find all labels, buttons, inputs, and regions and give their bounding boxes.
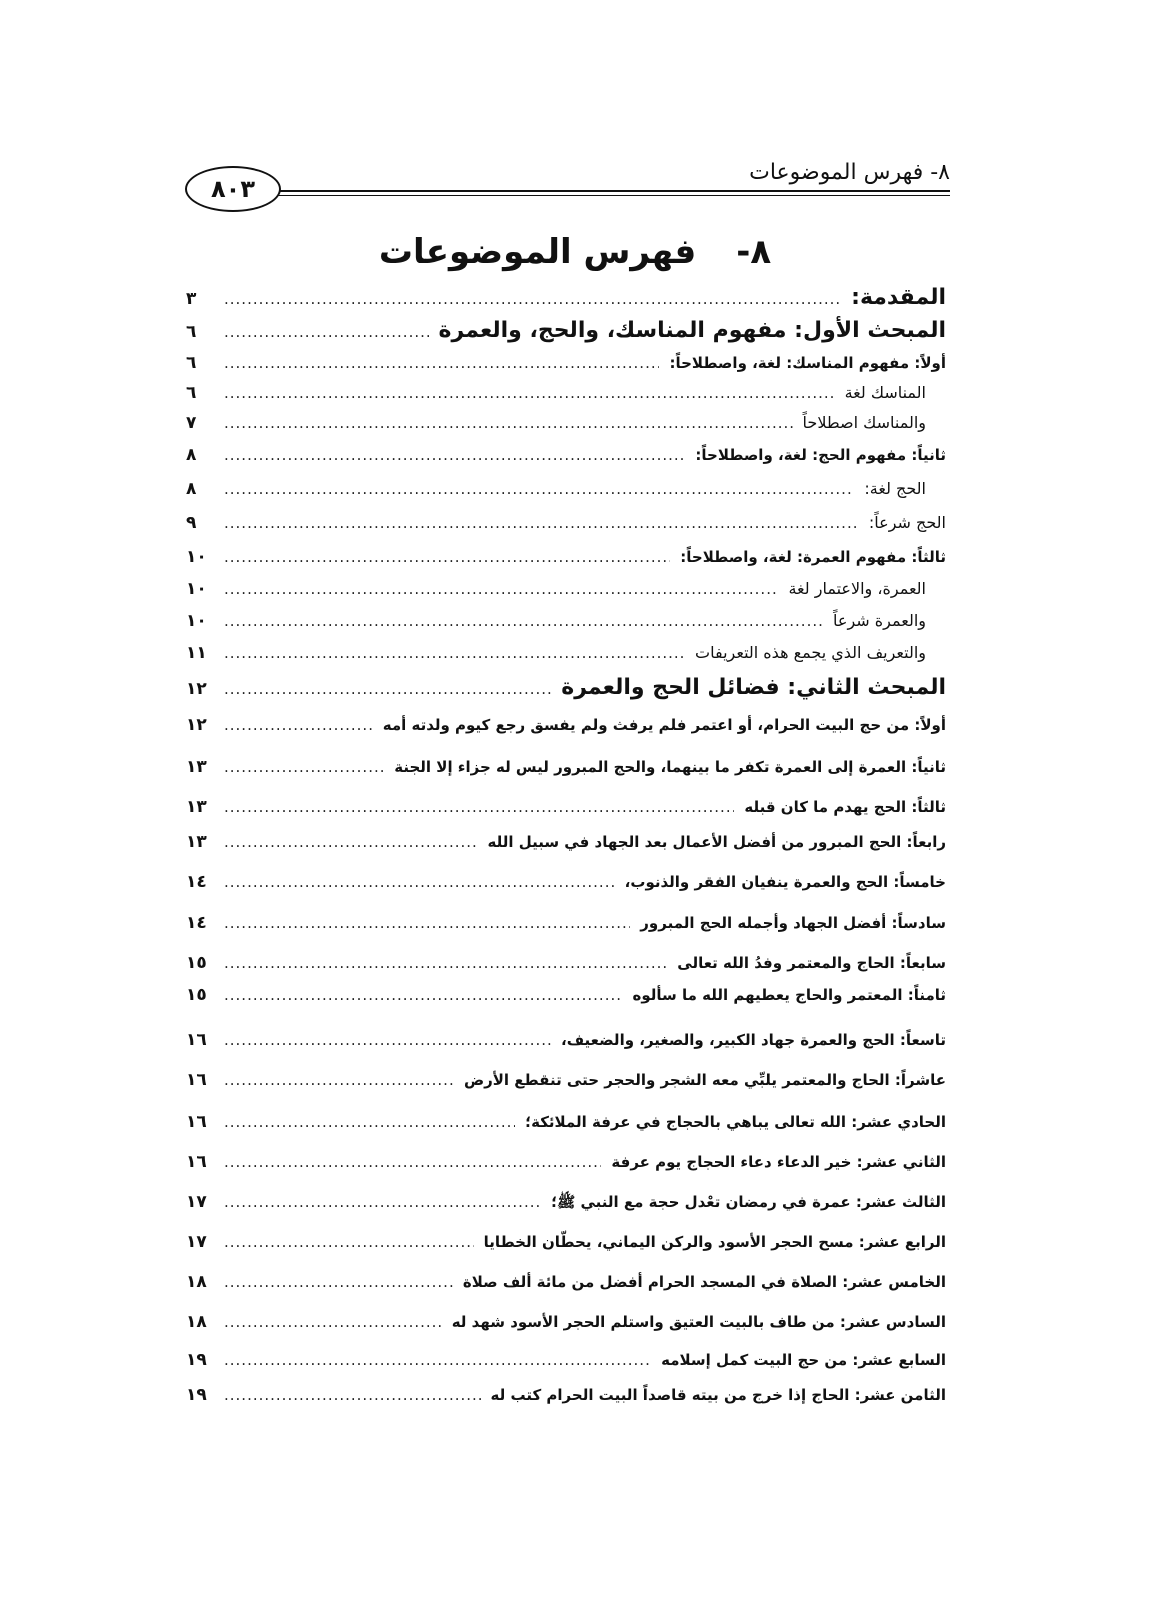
page-title xyxy=(0,232,1150,272)
toc-entry-page: ١٦ xyxy=(186,1030,207,1050)
toc-entry[interactable] xyxy=(186,1272,946,1292)
toc-entry-title: السابع عشر: من حج البيت كمل إسلامه xyxy=(661,1351,946,1369)
toc-entry[interactable] xyxy=(186,579,946,599)
toc-entry-title: والمناسك اصطلاحاً xyxy=(802,413,926,432)
toc-entry[interactable] xyxy=(186,1312,946,1332)
toc-entry-title: المقدمة: xyxy=(851,285,946,310)
toc-entry-title: ثانياً: مفهوم الحج: لغة، واصطلاحاً: xyxy=(695,446,946,464)
toc-entry-title: أولاً: مفهوم المناسك: لغة، واصطلاحاً: xyxy=(669,354,946,372)
toc-entry-title: خامساً: الحج والعمرة ينفيان الفقر والذنوب، xyxy=(624,873,946,891)
toc-entry-page: ٨ xyxy=(186,445,197,465)
dot-leader xyxy=(224,986,623,1004)
dot-leader xyxy=(224,323,429,341)
dot-leader xyxy=(224,1351,651,1369)
toc-entry-title: سابعاً: الحاج والمعتمر وفدُ الله تعالى xyxy=(677,954,946,972)
toc-entry-page: ١٤ xyxy=(186,872,207,892)
toc-entry-page: ١٧ xyxy=(186,1232,207,1252)
toc-entry-title: الخامس عشر: الصلاة في المسجد الحرام أفضل من مائة ألف صلاة xyxy=(462,1273,946,1291)
dot-leader xyxy=(224,798,734,816)
dot-leader xyxy=(224,384,835,402)
toc-entry[interactable] xyxy=(186,1030,946,1050)
toc-entry-title: والعمرة شرعاً xyxy=(833,611,926,630)
toc-entry-page: ١٨ xyxy=(186,1312,207,1332)
toc-entry-title: تاسعاً: الحج والعمرة جهاد الكبير، والصغير، والضعيف، xyxy=(561,1031,946,1049)
toc-entry[interactable] xyxy=(186,715,946,735)
dot-leader xyxy=(224,1273,453,1291)
toc-entry[interactable] xyxy=(186,383,946,403)
toc-entry[interactable] xyxy=(186,1232,946,1252)
dot-leader xyxy=(224,1193,541,1211)
header-rule-thin xyxy=(273,195,950,196)
toc-entry[interactable] xyxy=(186,757,946,777)
toc-entry-page: ٧ xyxy=(186,413,197,433)
dot-leader xyxy=(224,548,670,566)
toc-entry-page: ١٦ xyxy=(186,1112,207,1132)
toc-entry[interactable] xyxy=(186,797,946,817)
toc-entry-title: الثالث عشر: عمرة في رمضان تعْدل حجة مع النبي ﷺ؛ xyxy=(551,1193,946,1211)
toc-entry-page: ٦ xyxy=(186,383,197,403)
toc-entry-title: الرابع عشر: مسح الحجر الأسود والركن اليماني، يحطّان الخطايا xyxy=(483,1233,946,1251)
toc-entry[interactable] xyxy=(186,1152,946,1172)
toc-entry-title: المناسك لغة xyxy=(844,383,926,402)
toc-entry-title: المبحث الثاني: فضائل الحج والعمرة xyxy=(561,675,946,700)
dot-leader xyxy=(224,873,615,891)
toc-entry-title: المبحث الأول: مفهوم المناسك، والحج، والعمرة xyxy=(438,318,946,343)
dot-leader xyxy=(224,644,685,662)
toc-entry-page: ٩ xyxy=(186,513,197,533)
dot-leader xyxy=(224,580,778,598)
dot-leader xyxy=(224,1031,551,1049)
toc-entry-page: ٦ xyxy=(186,322,197,342)
toc-entry[interactable] xyxy=(186,547,946,567)
toc-entry[interactable] xyxy=(186,513,946,533)
toc-entry[interactable] xyxy=(186,445,946,465)
toc-entry-title: الحج لغة: xyxy=(864,479,926,498)
page-number-badge xyxy=(185,166,281,212)
toc-entry[interactable] xyxy=(186,353,946,373)
running-header xyxy=(185,158,950,210)
dot-leader xyxy=(224,446,685,464)
toc-entry-page: ١٦ xyxy=(186,1152,207,1172)
dot-leader xyxy=(224,480,854,498)
toc-entry[interactable] xyxy=(186,479,946,499)
toc-entry[interactable] xyxy=(186,832,946,852)
dot-leader xyxy=(224,612,823,630)
dot-leader xyxy=(224,833,477,851)
toc-entry-page: ١٦ xyxy=(186,1070,207,1090)
toc-entry[interactable] xyxy=(186,872,946,892)
toc-entry-title: ثالثاً: الحج يهدم ما كان قبله xyxy=(744,798,946,816)
toc-entry-page: ١٤ xyxy=(186,913,207,933)
dot-leader xyxy=(224,354,659,372)
toc-entry[interactable] xyxy=(186,1070,946,1090)
dot-leader xyxy=(224,1113,515,1131)
dot-leader xyxy=(224,1233,474,1251)
toc-entry[interactable] xyxy=(186,285,946,310)
toc-entry-title: الثاني عشر: خير الدعاء دعاء الحجاج يوم عرفة xyxy=(611,1153,946,1171)
dot-leader xyxy=(224,954,667,972)
toc-entry-title: أولاً: من حج البيت الحرام، أو اعتمر فلم يرفث ولم يفسق رجع كيوم ولدته أمه xyxy=(382,716,946,734)
toc-entry-title: ثامناً: المعتمر والحاج يعطيهم الله ما سألوه xyxy=(632,986,946,1004)
toc-entry-page: ١٠ xyxy=(186,579,207,599)
page-number: ٨٠٣ xyxy=(211,175,255,203)
dot-leader xyxy=(224,716,373,734)
dot-leader xyxy=(224,290,841,308)
toc-entry-page: ١٥ xyxy=(186,953,207,973)
toc-entry-page: ١٠ xyxy=(186,547,207,567)
toc-entry-title: سادساً: أفضل الجهاد وأجمله الحج المبرور xyxy=(640,914,946,932)
dot-leader xyxy=(224,1386,481,1404)
toc-entry-page: ١٩ xyxy=(186,1350,207,1370)
dot-leader xyxy=(224,1071,454,1089)
toc-entry-page: ١٢ xyxy=(186,715,207,735)
toc-entry-page: ٨ xyxy=(186,479,197,499)
toc-entry-page: ١٩ xyxy=(186,1385,207,1405)
toc-entry-title: العمرة، والاعتمار لغة xyxy=(788,579,926,598)
toc-entry-title: السادس عشر: من طاف بالبيت العتيق واستلم الحجر الأسود شهد له xyxy=(451,1313,946,1331)
toc-entry[interactable] xyxy=(186,643,946,663)
toc-entry-page: ١٣ xyxy=(186,832,207,852)
toc-entry-page: ١٣ xyxy=(186,797,207,817)
toc-entry-page: ٣ xyxy=(186,289,197,309)
dot-leader xyxy=(224,914,630,932)
toc-entry-title: رابعاً: الحج المبرور من أفضل الأعمال بعد الجهاد في سبيل الله xyxy=(487,833,946,851)
dot-leader xyxy=(224,758,384,776)
toc-entry-page: ٦ xyxy=(186,353,197,373)
toc-entry-page: ١٥ xyxy=(186,985,207,1005)
header-rule xyxy=(273,190,950,192)
toc-entry[interactable] xyxy=(186,913,946,933)
toc-entry[interactable] xyxy=(186,953,946,973)
toc-entry[interactable] xyxy=(186,413,946,433)
toc-entry-page: ١٧ xyxy=(186,1192,207,1212)
title-text: فهرس الموضوعات xyxy=(378,232,697,272)
dot-leader xyxy=(224,1153,601,1171)
toc-entry[interactable] xyxy=(186,1112,946,1132)
toc-entry-page: ١٢ xyxy=(186,679,207,699)
toc-entry[interactable] xyxy=(186,985,946,1005)
toc-entry-title: ثانياً: العمرة إلى العمرة تكفر ما بينهما، والحج المبرور ليس له جزاء إلا الجنة xyxy=(394,758,946,776)
toc-entry-title: الثامن عشر: الحاج إذا خرج من بيته قاصداً البيت الحرام كتب له xyxy=(490,1386,946,1404)
toc-entry[interactable] xyxy=(186,1350,946,1370)
toc-entry[interactable] xyxy=(186,1192,946,1215)
section-number: ٨- xyxy=(736,232,772,272)
dot-leader xyxy=(224,1313,442,1331)
toc-entry[interactable] xyxy=(186,611,946,631)
toc-entry[interactable] xyxy=(186,675,946,700)
toc-entry[interactable] xyxy=(186,318,946,343)
toc-entry-title: والتعريف الذي يجمع هذه التعريفات xyxy=(695,643,926,662)
toc-entry-title: الحادي عشر: الله تعالى يباهي بالحجاج في عرفة الملائكة؛ xyxy=(525,1113,946,1131)
toc-entry-page: ١٣ xyxy=(186,757,207,777)
dot-leader xyxy=(224,680,551,698)
toc-entry-page: ١٨ xyxy=(186,1272,207,1292)
toc-entry-page: ١٠ xyxy=(186,611,207,631)
running-title: ٨- فهرس الموضوعات xyxy=(749,160,950,185)
toc-entry-title: ثالثاً: مفهوم العمرة: لغة، واصطلاحاً: xyxy=(680,548,946,566)
dot-leader xyxy=(224,414,793,432)
toc-entry-title: عاشراً: الحاج والمعتمر يلبِّي معه الشجر والحجر حتى تنقطع الأرض xyxy=(463,1071,946,1089)
toc-entry-title: الحج شرعاً: xyxy=(868,513,946,532)
toc-entry[interactable] xyxy=(186,1385,946,1405)
toc-entry-page: ١١ xyxy=(186,643,207,663)
dot-leader xyxy=(224,514,859,532)
